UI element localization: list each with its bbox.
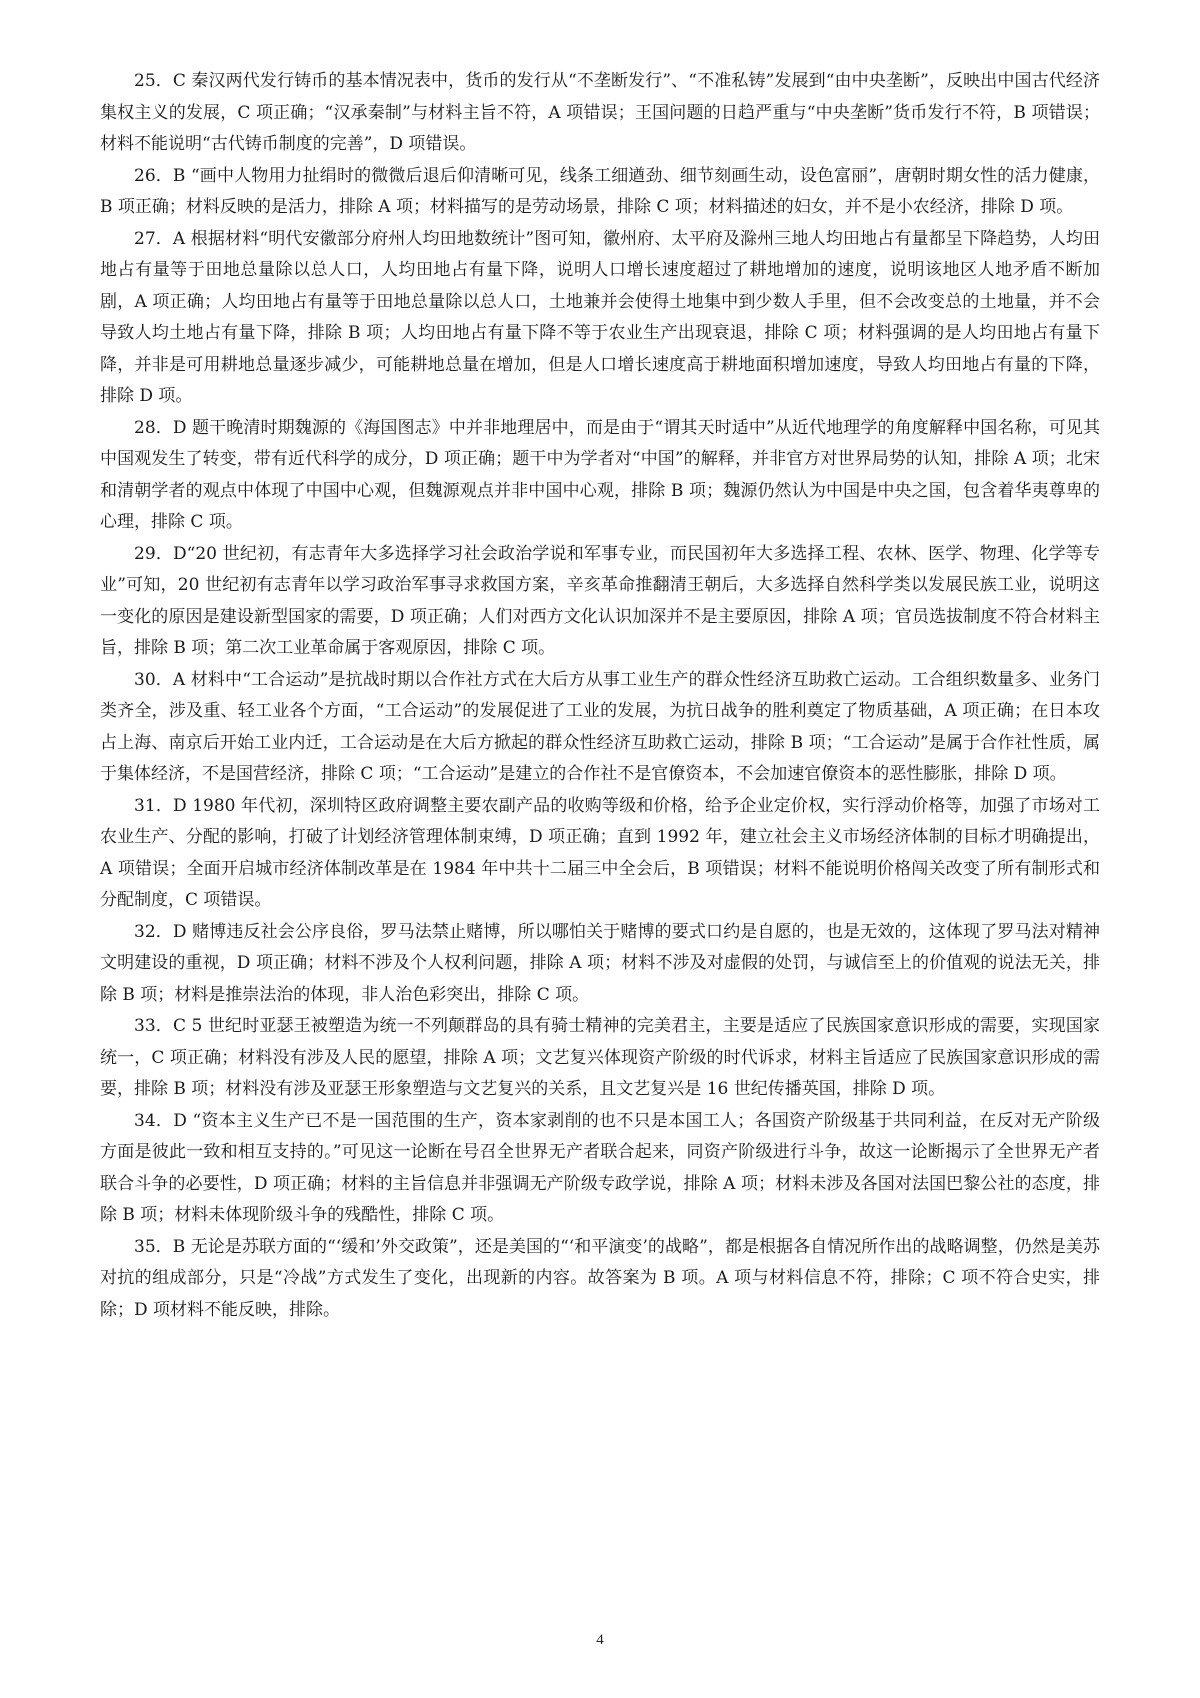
answer-33: 33．C 5 世纪时亚瑟王被塑造为统一不列颠群岛的具有骑士精神的完美君主，主要是适应了民族国家意识形成的需要，实现国家统一，C 项正确；材料没有涉及人民的愿望，排除 A 项；文艺复兴体现资产阶级的时代诉求，材料主旨适应了民族国家意识形成的需要，排除 B 项；材料没有涉及亚瑟王形象塑造与文艺复兴的关系，且文艺复兴是 16 世纪传播英国，排除 D 项。 (100, 1016, 1100, 1099)
answer-35: 35．B 无论是苏联方面的“‘缓和’外交政策”，还是美国的“‘和平演变’的战略”，都是根据各自情况所作出的战略调整，仍然是美苏对抗的组成部分，只是“冷战”方式发生了变化，出现新的内容。故答案为 B 项。A 项与材料信息不符，排除；C 项不符合史实，排除；D 项材料不能反映，排除。 (100, 1236, 1100, 1320)
answer-30: 30．A 材料中“工合运动”是抗战时期以合作社方式在大后方从事工业生产的群众性经济互助救亡运动。工合组织数量多、业务门类齐全，涉及重、轻工业各个方面，“工合运动”的发展促进了工业的发展，为抗日战争的胜利奠定了物质基础，A 项正确；在日本攻占上海、南京后开始工业内迁，工合运动是在大后方掀起的群众性经济互助救亡运动，排除 B 项；“工合运动”是属于合作社性质，属于集体经济，不是国营经济，排除 C 项；“工合运动”是建立的合作社不是官僚资本，不会加速官僚资本的恶性膨胀，排除 D 项。 (100, 669, 1100, 784)
answer-explanations (100, 66, 1100, 1326)
answer-25: 25．C 秦汉两代发行铸币的基本情况表中，货币的发行从“不垄断发行”、“不准私铸”发展到“由中央垄断”，反映出中国古代经济集权主义的发展，C 项正确；“汉承秦制”与材料主旨不符，A 项错误；王国问题的日趋严重与“中央垄断”货币发行不符，B 项错误；材料不能说明“古代铸币制度的完善”，D 项错误。 (100, 71, 1100, 154)
page-number: 4 (596, 1632, 604, 1648)
answer-31: 31．D 1980 年代初，深圳特区政府调整主要农副产品的收购等级和价格，给予企业定价权，实行浮动价格等，加强了市场对工农业生产、分配的影响，打破了计划经济管理体制束缚，D 项正确；直到 1992 年，建立社会主义市场经济体制的目标才明确提出，A 项错误；全面开启城市经济体制改革是在 1984 年中共十二届三中全会后，B 项错误；材料不能说明价格闯关改变了所有制形式和分配制度，C 项错误。 (100, 795, 1100, 910)
answer-28: 28．D 题干晚清时期魏源的《海国图志》中并非地理居中，而是由于“谓其天时适中”从近代地理学的角度解释中国名称，可见其中国观发生了转变，带有近代科学的成分，D 项正确；题干中为学者对“中国”的解释，并非官方对世界局势的认知，排除 A 项；北宋和清朝学者的观点中体现了中国中心观，但魏源观点并非中国中心观，排除 B 项；魏源仍然认为中国是中央之国，包含着华夷尊卑的心理，排除 C 项。 (100, 417, 1100, 532)
answer-32: 32．D 赌博违反社会公序良俗，罗马法禁止赌博，所以哪怕关于赌博的要式口约是自愿的，也是无效的，这体现了罗马法对精神文明建设的重视，D 项正确；材料不涉及个人权利问题，排除 A 项；材料不涉及对虚假的处罚，与诚信至上的价值观的说法无关，排除 B 项；材料是推崇法治的体现，非人治色彩突出，排除 C 项。 (100, 921, 1100, 1005)
answer-34: 34．D “资本主义生产已不是一国范围的生产，资本家剥削的也不只是本国工人；各国资产阶级基于共同利益，在反对无产阶级方面是彼此一致和相互支持的。”可见这一论断在号召全世界无产者联合起来，同资产阶级进行斗争，故这一论断揭示了全世界无产者联合斗争的必要性，D 项正确；材料的主旨信息并非强调无产阶级专政学说，排除 A 项；材料未涉及各国对法国巴黎公社的态度，排除 B 项；材料未体现阶级斗争的残酷性，排除 C 项。 (100, 1110, 1100, 1225)
answer-29: 29．D“20 世纪初，有志青年大多选择学习社会政治学说和军事专业，而民国初年大多选择工程、农林、医学、物理、化学等专业”可知，20 世纪初有志青年以学习政治军事寻求救国方案，辛亥革命推翻清王朝后，大多选择自然科学类以发展民族工业，说明这一变化的原因是建设新型国家的需要，D 项正确；人们对西方文化认识加深并不是主要原因，排除 A 项；官员选拔制度不符合材料主旨，排除 B 项；第二次工业革命属于客观原因，排除 C 项。 (100, 543, 1100, 658)
answer-27: 27．A 根据材料“明代安徽部分府州人均田地数统计”图可知，徽州府、太平府及滁州三地人均田地占有量都呈下降趋势，人均田地占有量等于田地总量除以总人口，人均田地占有量下降，说明人口增长速度超过了耕地增加的速度，说明该地区人地矛盾不断加剧，A 项正确；人均田地占有量等于田地总量除以总人口，土地兼并会使得土地集中到少数人手里，但不会改变总的土地量，并不会导致人均土地占有量下降，排除 B 项；人均田地占有量下降不等于农业生产出现衰退，排除 C 项；材料强调的是人均田地占有量下降，并非是可用耕地总量逐步减少，可能耕地总量在增加，但是人口增长速度高于耕地面积增加速度，导致人均田地占有量的下降，排除 D 项。 (100, 228, 1100, 406)
answer-26: 26．B “画中人物用力扯绢时的微微后退后仰清晰可见，线条工细遒劲、细节刻画生动，设色富丽”，唐朝时期女性的活力健康，B 项正确；材料反映的是活力，排除 A 项；材料描写的是劳动场景，排除 C 项；材料描述的妇女，并不是小农经济，排除 D 项。 (100, 165, 1100, 217)
